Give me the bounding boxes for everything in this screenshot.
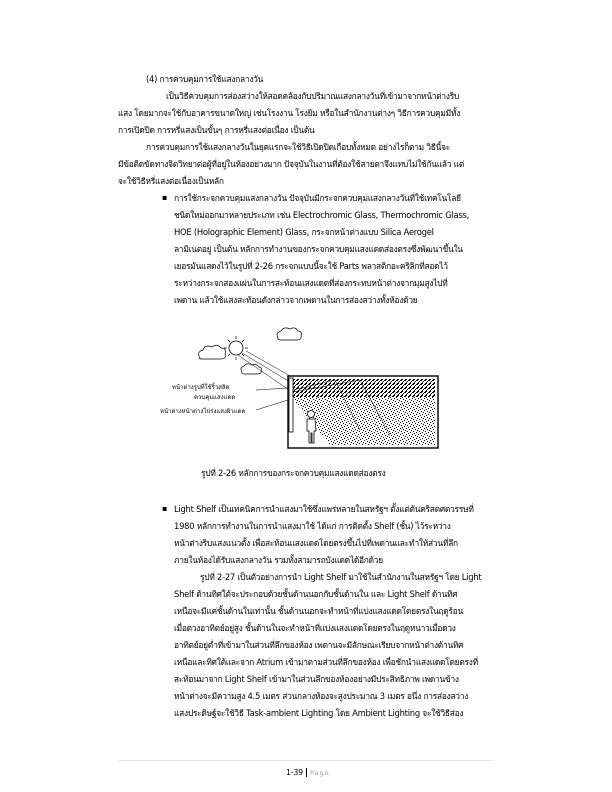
- bullet-line: การใช้กระจกควบคุมแสงกลางวัน ปัจจุบันมีกระจกควบคุมแสงกลางวันที่ใช้เทคโนโลยี: [174, 193, 461, 203]
- label-leader: [256, 388, 288, 390]
- cloud-icon: [277, 328, 302, 340]
- page-footer: [286, 768, 330, 777]
- paragraph-line: เป็นวิธีควบคุมการส่องสว่างให้สอดคล้องกับปริมาณแสงกลางวันที่เข้ามาจากหน้าต่างริบ: [166, 91, 460, 101]
- paragraph-line: รูปที่ 2-27 เป็นตัวอย่างการนำ Light Shelf มาใช้ในสำนักงานในสหรัฐฯ โดย Light: [200, 572, 482, 582]
- footer-rule: [118, 760, 493, 761]
- paragraph-line: การเปิดปิด การหรี่แสงเป็นขั้นๆ การหรี่แสงต่อเนื่อง เป็นต้น: [118, 125, 315, 135]
- footer-divider: [306, 768, 307, 777]
- bullet-line: หน้าต่างริบแสงแนวตั้ง เพื่อสะท้อนแสงแดดโดยตรงขึ้นไปที่เพดานและทำให้ส่วนที่ลึก: [174, 538, 458, 548]
- paragraph-line: มีข้อติดขัดทางจิตวิทยาต่อผู้ที่อยู่ในห้องอย่างมาก ปัจจุบันในงานที่ต้องใช้สายตาจึงแทบไม่ใช้กันแล้ว แต่: [118, 159, 465, 169]
- figure-caption: รูปที่ 2-26 หลักการของกระจกควบคุมแสงแดดส่องตรง: [201, 468, 386, 478]
- paragraph-line: Shelf ด้านทิศใต้จะประกอบด้วยชั้นด้านนอกกับชั้นด้านใน และ Light Shelf ด้านทิศ: [174, 589, 458, 599]
- bullet-line: เพดาน แล้วใช้แสงสะท้อนดังกล่าวจากเพดานในการส่องสว่างทั้งห้องด้วย: [174, 295, 418, 305]
- label-leader: [256, 400, 288, 410]
- page-word: Page: [310, 769, 330, 777]
- bullet-line: เยอรมันแสดงไว้ในรูปที่ 2-26 กระจกแบบนี้จะใช้ Parts พลาสติกอะคริลิกที่สอดไว้: [174, 261, 448, 271]
- paragraph-line: สะท้อนมาจาก Light Shelf เข้ามาในส่วนลึกของห้องอย่างมีประสิทธิภาพ เพดานข้าง: [174, 674, 459, 684]
- paragraph-line: การควบคุมการใช้แสงกลางวันในยุคแรกจะใช้วิธีเปิดปิดเกือบทั้งหมด อย่างไรก็ตาม วิธีนี้จะ: [146, 142, 451, 152]
- paragraph-line: เหนือจะมีแค่ชั้นด้านในเท่านั้น ชั้นด้านนอกจะทำหน้าที่แบ่งแสงแดดโดยตรงในฤดูร้อน: [174, 606, 463, 616]
- cloud-icon: [199, 345, 226, 359]
- paragraph-line: แสง โดยมากจะใช้กับอาคารขนาดใหญ่ เช่นโรงงาน โรงยิม หรือในสำนักงานต่างๆ วิธีการควบคุมมีทั้ง: [118, 108, 461, 118]
- bullet-line: ลามิเนตอยู่ เป็นต้น หลักการทำงานของกระจกควบคุมแสงแดดส่องตรงซึ่งพัฒนาขึ้นใน: [174, 244, 463, 254]
- paragraph-line: อาทิตย์อยู่ต่ำที่เข้ามาในส่วนที่ลึกของห้อง เพดานจะมีลักษณะเรียบจากหน้าต่างด้านทิศ: [174, 640, 464, 650]
- paragraph-line: หน้าต่างจะมีความสูง 4.5 เมตร ส่วนกลางห้องจะสูงประมาณ 3 เมตร อนึ่ง การส่องสว่าง: [174, 691, 469, 701]
- paragraph-line: เหนือและทิศใต้และจาก Atrium เข้ามาตามส่วนที่ลึกของห้อง เพื่อชักนำแสงแดดโดยตรงที่: [174, 657, 478, 667]
- figure-label: หน้าต่างหน้าต่างโปร่งแสงผิวแดด: [160, 408, 246, 415]
- window-glass: [289, 378, 293, 432]
- page-number: 1-39: [286, 768, 304, 777]
- ceiling-reflection: [291, 379, 435, 397]
- light-control-glass-diagram: [160, 320, 450, 452]
- bullet-line: 1980 หลักการทำงานในการนำแสงมาใช้ ได้แก่ การติดตั้ง Shelf (ชั้น) ไว้ระหว่าง: [174, 521, 451, 531]
- square-bullet-icon: ▪: [162, 193, 168, 202]
- square-bullet-icon: ▪: [162, 504, 168, 513]
- sun-icon: [224, 336, 248, 360]
- bullet-line: HOE (Holographic Element) Glass, กระจกหน้าต่างแบบ Silica Aerogel: [174, 227, 434, 237]
- figure-2-26: [160, 320, 450, 452]
- figure-label: ควบคุมแสงแดด: [194, 394, 236, 401]
- bullet-line: ภายในห้องได้รับแสงกลางวัน รวมทั้งสามารถบังแดดได้อีกด้วย: [174, 555, 383, 565]
- section-heading: (4) การควบคุมการใช้แสงกลางวัน: [146, 74, 264, 84]
- paragraph-line: แสงประดิษฐ์จะใช้วิธี Task-ambient Lighting โดย Ambient Lighting จะใช้วิธีส่อง: [174, 708, 464, 718]
- paragraph-line: จะใช้วิธีหรี่แสงต่อเนื่องเป็นหลัก: [118, 176, 224, 186]
- bullet-line: ชนิดใหม่ออกมาหลายประเภท เช่น Electrochromic Glass, Thermochromic Glass,: [174, 210, 470, 220]
- paragraph-line: เมื่อดวงอาทิตย์อยู่สูง ชั้นด้านในจะทำหน้าที่แบ่งแสงแดดโดยตรงในฤดูหนาวเมื่อดวง: [174, 623, 456, 633]
- bullet-line: Light Shelf เป็นเทคนิคการนำแสงมาใช้ซึ่งแพร่หลายในสหรัฐฯ ตั้งแต่ต้นคริสตศตวรรษที่: [174, 504, 474, 514]
- bullet-line: ระหว่างกระจกสองแผ่นในการสะท้อนแสงแดดที่ส่องกระทบหน้าต่างจากมุมสูงไปที่: [174, 278, 448, 288]
- figure-label: หน้าต่างรูปที่ใช้ริ้วสลิด: [172, 384, 230, 391]
